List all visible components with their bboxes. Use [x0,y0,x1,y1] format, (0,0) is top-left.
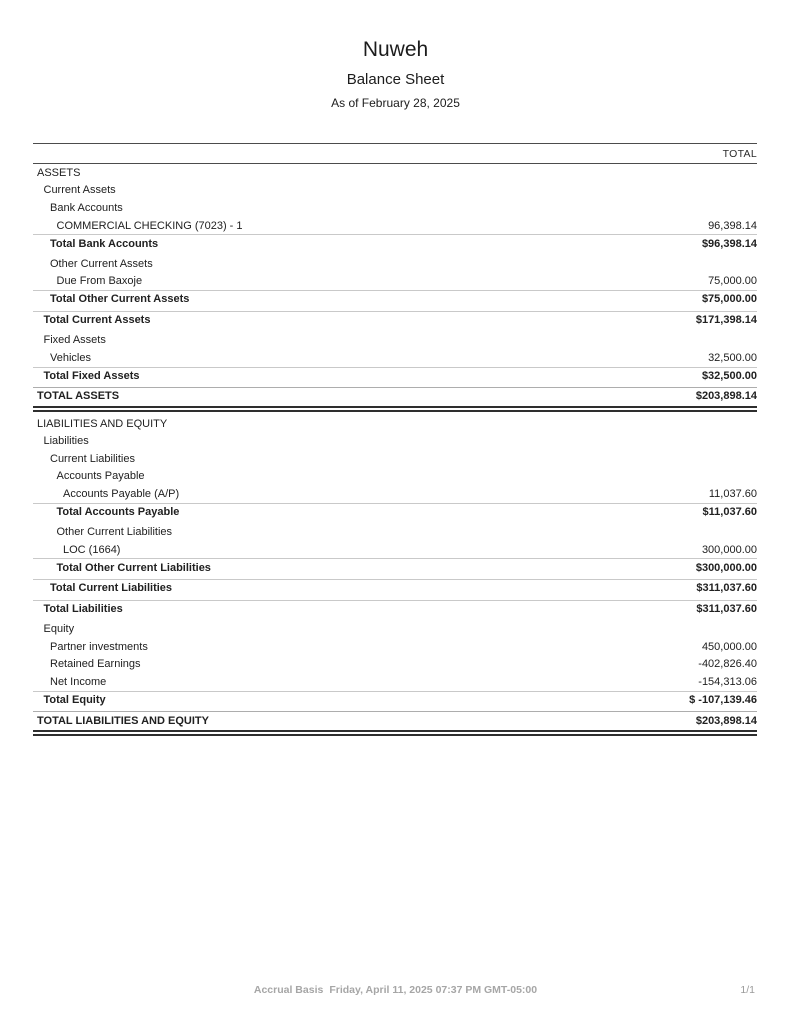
row-amount: 96,398.14 [708,219,757,232]
row-label: Retained Earnings [50,658,141,671]
report-footer [0,984,791,996]
report-row [33,673,757,691]
row-label: Total Current Assets [43,314,151,327]
row-amount: $311,037.60 [696,582,757,595]
row-label: Current Liabilities [50,452,135,465]
row-label: Total Fixed Assets [43,369,140,382]
row-label: Current Assets [43,184,116,197]
report-row [33,164,757,182]
report-row [33,638,757,656]
row-amount: $ -107,139.46 [689,693,757,706]
report-row [33,199,757,217]
report-row [33,711,757,729]
report-row [33,311,757,329]
row-label: Equity [43,623,75,636]
report-row [33,450,757,468]
row-label: ASSETS [37,166,81,179]
report-row [33,541,757,559]
row-amount: $96,398.14 [701,237,757,250]
report-row [33,503,757,521]
report-row [33,349,757,367]
row-amount: $203,898.14 [695,714,757,727]
report-row [33,273,757,291]
grand-total-double-rule [33,406,757,412]
report-row [33,217,757,235]
report-row [33,415,757,433]
row-amount: $311,037.60 [696,602,757,615]
total-column-header: TOTAL [722,147,757,160]
report-row [33,558,757,576]
row-label: Accounts Payable [56,470,145,483]
report-date-subtitle: As of February 28, 2025 [331,96,460,110]
row-amount: 450,000.00 [701,640,757,653]
grand-total-double-rule [33,730,757,736]
row-label: Partner investments [50,640,148,653]
row-label: Other Current Liabilities [56,526,173,539]
row-label: Vehicles [50,351,91,364]
row-label: LIABILITIES AND EQUITY [37,417,168,430]
report-row [33,600,757,618]
row-label: Due From Baxoje [56,275,143,288]
row-amount: -402,826.40 [698,658,757,671]
row-label: Fixed Assets [43,334,106,347]
row-label: COMMERCIAL CHECKING (7023) - 1 [56,219,243,232]
row-label: Total Bank Accounts [50,237,159,250]
row-amount: -154,313.06 [698,675,757,688]
row-amount: 32,500.00 [708,351,757,364]
report-row [33,290,757,308]
row-amount: $32,500.00 [701,369,757,382]
row-label: TOTAL LIABILITIES AND EQUITY [37,714,209,727]
row-amount: $300,000.00 [695,561,757,574]
row-label: TOTAL ASSETS [37,390,120,403]
row-label: Total Liabilities [43,602,123,615]
report-row [33,234,757,252]
report-row [33,523,757,541]
row-label: Total Accounts Payable [56,505,180,518]
row-label: Liabilities [43,435,89,448]
report-row [33,620,757,638]
report-timestamp: Friday, April 11, 2025 07:37 PM GMT-05:00 [329,984,538,996]
row-amount: $203,898.14 [695,390,757,403]
report-row [33,432,757,450]
report-rows [33,164,757,736]
row-amount: 11,037.60 [708,487,757,500]
row-label: Total Equity [43,693,106,706]
row-label: Total Other Current Liabilities [56,561,211,574]
report-row [33,691,757,709]
row-amount: 75,000.00 [708,275,757,288]
report-row [33,367,757,385]
report-table [33,143,757,736]
accrual-basis-label: Accrual Basis [253,984,324,996]
row-amount: $11,037.60 [702,505,757,518]
row-label: Bank Accounts [50,201,123,214]
report-row [33,468,757,486]
row-label: Other Current Assets [50,257,153,270]
report-row [33,331,757,349]
table-header-row [33,143,757,164]
report-row [33,255,757,273]
page-number: 1/1 [740,984,755,996]
row-label: Accounts Payable (A/P) [63,487,180,500]
row-label: Total Other Current Assets [50,293,190,306]
report-row [33,182,757,200]
report-title: Balance Sheet [346,71,445,88]
row-amount: $75,000.00 [701,293,757,306]
report-row [33,655,757,673]
row-label: Total Current Liabilities [50,582,173,595]
report-row [33,387,757,405]
report-header [0,38,791,110]
report-row [33,579,757,597]
row-amount: $171,398.14 [695,314,757,327]
report-row [33,485,757,503]
row-label: Net Income [50,675,107,688]
row-label: LOC (1664) [63,543,121,556]
company-name: Nuweh [362,38,429,61]
row-amount: 300,000.00 [701,543,757,556]
